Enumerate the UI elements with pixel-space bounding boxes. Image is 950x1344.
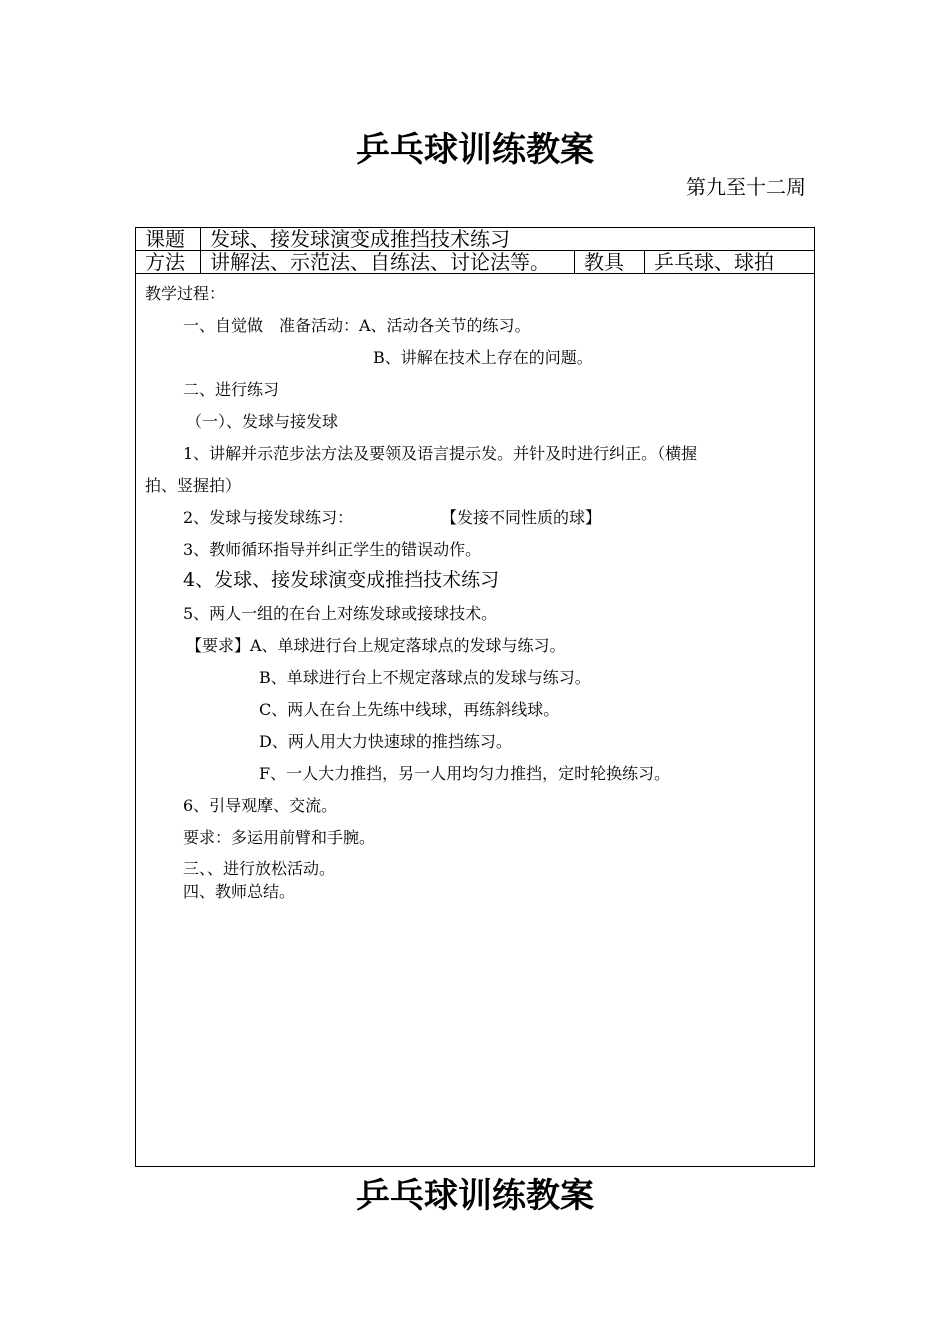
page-title-repeat: 乒乓球训练教案 (356, 1176, 594, 1216)
lesson-plan-table (135, 227, 815, 1167)
text-line: 1、讲解并示范步法方法及要领及语言提示发。并针及时进行纠正。（横握 (183, 444, 698, 463)
equipment-label: 教具 (584, 250, 624, 274)
text-line: B、讲解在技术上存在的问题。 (373, 348, 593, 367)
text-line: 5、两人一组的在台上对练发球或接球技术。 (183, 604, 498, 623)
text-line: 拍、竖握拍） (145, 476, 242, 495)
page-title: 乒乓球训练教案 (356, 130, 594, 170)
cell-divider (644, 251, 645, 273)
text-line: 3、教师循环指导并纠正学生的错误动作。 (183, 540, 482, 559)
text-line: 三、、进行放松活动。 (183, 859, 336, 878)
topic-value: 发球、接发球演变成推挡技术练习 (210, 227, 510, 251)
equipment-value: 乒乓球、球拍 (654, 250, 774, 274)
text-line: 6、引导观摩、交流。 (183, 796, 338, 815)
text-line: 四、教师总结。 (183, 882, 296, 901)
process-label: 教学过程： (145, 284, 226, 303)
method-row (136, 251, 814, 274)
text-line: D、两人用大力快速球的推挡练习。 (259, 732, 512, 751)
text-line: 一、自觉做 准备活动：A、活动各关节的练习。 (183, 316, 531, 335)
text-line: C、两人在台上先练中线球，再练斜线球。 (259, 700, 560, 719)
method-label: 方法 (145, 250, 185, 274)
text-line: 2、发球与接发球练习： (183, 508, 354, 527)
text-line: 4、发球、接发球演变成推挡技术练习 (183, 569, 500, 591)
topic-label: 课题 (145, 227, 185, 251)
cell-divider (200, 251, 201, 273)
method-value: 讲解法、示范法、自练法、讨论法等。 (210, 250, 550, 274)
text-line: 二、进行练习 (183, 380, 280, 399)
text-line: 要求：多运用前臂和手腕。 (183, 828, 376, 847)
text-line: B、单球进行台上不规定落球点的发球与练习。 (259, 668, 591, 687)
text-line: 【发接不同性质的球】 (441, 508, 602, 527)
cell-divider (574, 251, 575, 273)
text-line: （一）、发球与接发球 (186, 412, 339, 431)
topic-row (136, 228, 814, 251)
cell-divider (200, 228, 201, 250)
text-line: F、一人大力推挡，另一人用均匀力推挡，定时轮换练习。 (259, 764, 671, 783)
week-range: 第九至十二周 (686, 175, 806, 199)
text-line: 【要求】A、单球进行台上规定落球点的发球与练习。 (186, 636, 566, 655)
